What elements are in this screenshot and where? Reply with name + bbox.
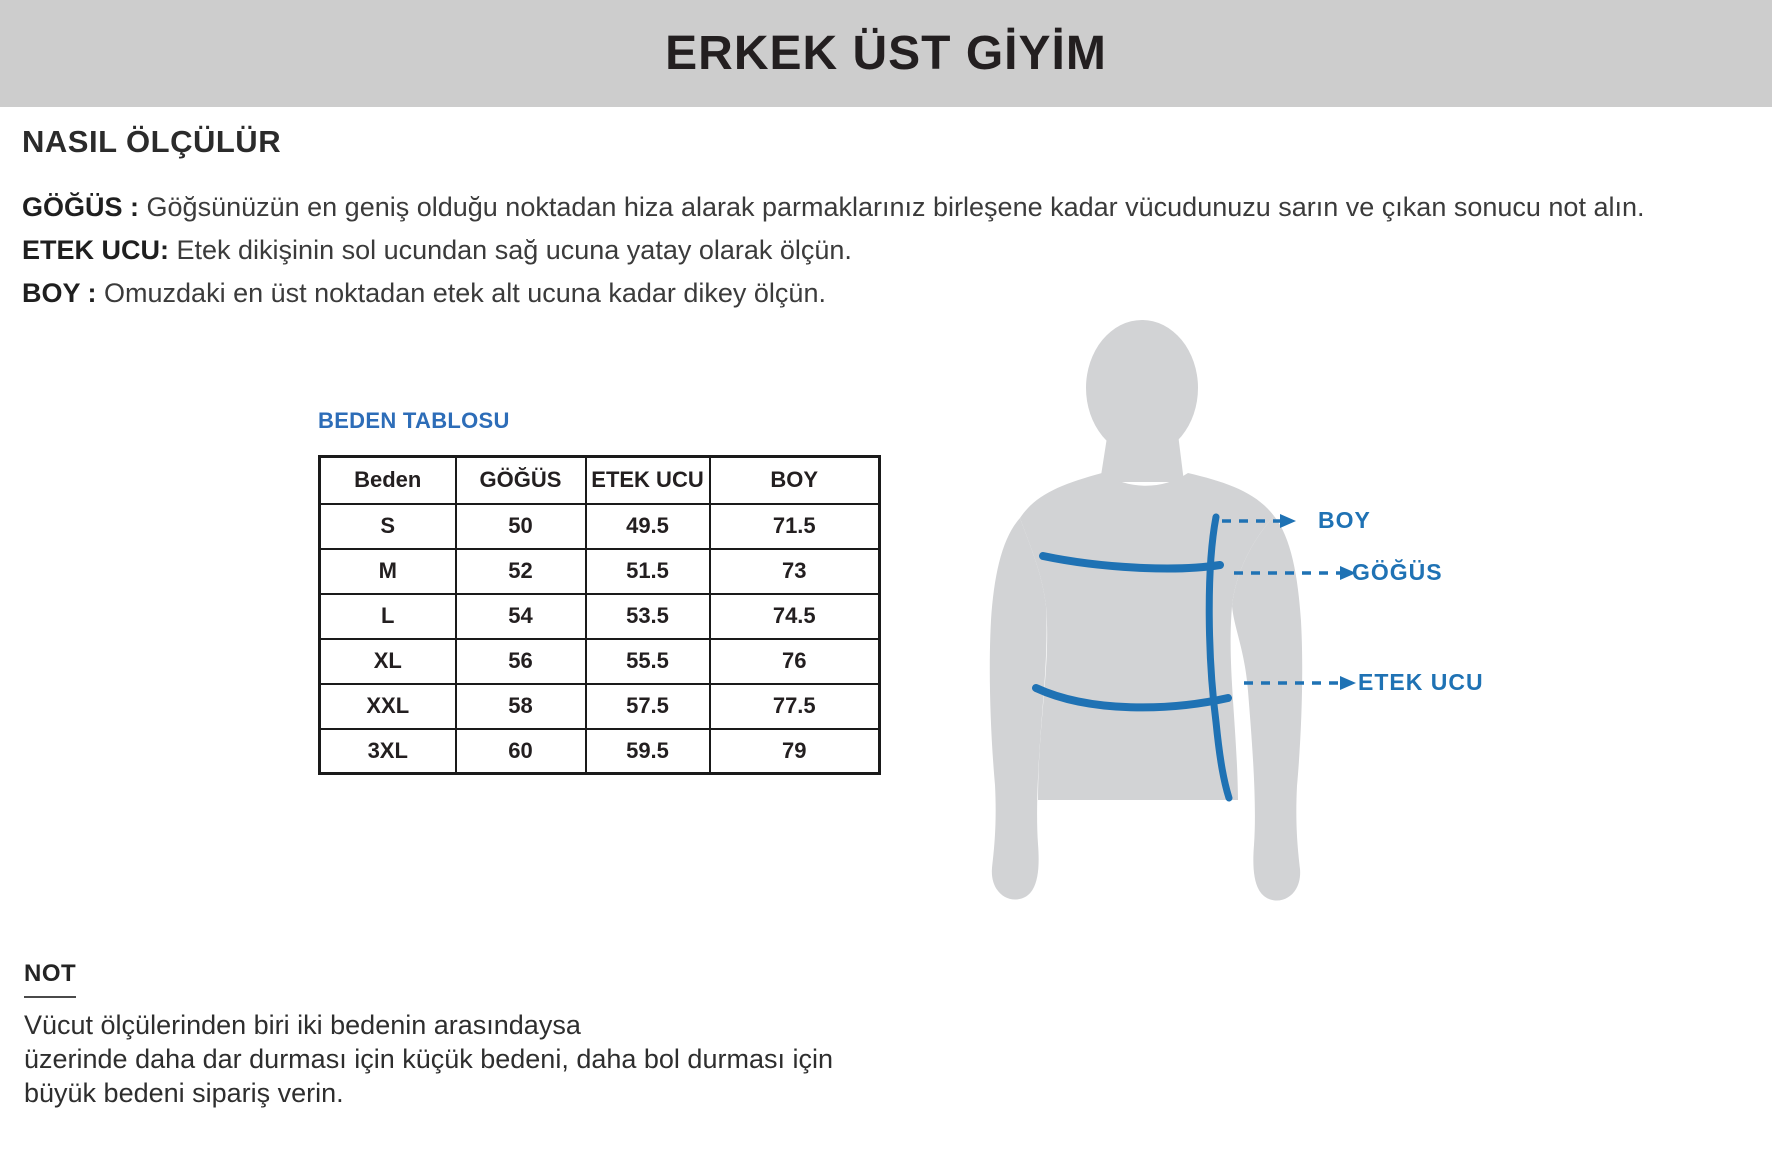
cell-boy: 74.5 bbox=[710, 594, 880, 639]
instruction-line-etek-ucu bbox=[22, 229, 1762, 272]
column-header-gogus: GÖĞÜS bbox=[456, 457, 586, 504]
note-line: üzerinde daha dar durması için küçük bedeni, daha bol durması için bbox=[24, 1044, 833, 1074]
cell-size: XXL bbox=[320, 684, 456, 729]
cell-boy: 76 bbox=[710, 639, 880, 684]
cell-boy: 73 bbox=[710, 549, 880, 594]
size-table-label: BEDEN TABLOSU bbox=[318, 408, 510, 433]
instruction-text: Göğsünüzün en geniş olduğu noktadan hiza alarak parmaklarınız birleşene kadar vücudunuzu sarın ve çıkan sonucu not alın. bbox=[146, 192, 1645, 222]
cell-boy: 77.5 bbox=[710, 684, 880, 729]
cell-gogus: 54 bbox=[456, 594, 586, 639]
note-text bbox=[24, 1008, 1024, 1110]
cell-size: L bbox=[320, 594, 456, 639]
table-row bbox=[320, 504, 880, 549]
instruction-label: GÖĞÜS : bbox=[22, 192, 140, 222]
cell-boy: 79 bbox=[710, 729, 880, 774]
cell-gogus: 52 bbox=[456, 549, 586, 594]
cell-etek-ucu: 57.5 bbox=[586, 684, 710, 729]
table-row bbox=[320, 594, 880, 639]
page-title: ERKEK ÜST GİYİM bbox=[665, 27, 1107, 80]
table-row bbox=[320, 549, 880, 594]
note-line: Vücut ölçülerinden biri iki bedenin arasındaysa bbox=[24, 1010, 581, 1040]
table-row bbox=[320, 639, 880, 684]
etek-ucu-arrowhead bbox=[1340, 676, 1356, 690]
header-bar bbox=[0, 0, 1772, 107]
column-header-boy: BOY bbox=[710, 457, 880, 504]
note-heading: NOT bbox=[24, 960, 76, 998]
diagram-label-etek-ucu: ETEK UCU bbox=[1358, 669, 1484, 695]
cell-size: S bbox=[320, 504, 456, 549]
cell-gogus: 58 bbox=[456, 684, 586, 729]
how-to-heading: NASIL ÖLÇÜLÜR bbox=[22, 124, 282, 159]
size-table bbox=[318, 455, 881, 775]
instruction-label: ETEK UCU: bbox=[22, 235, 169, 265]
cell-etek-ucu: 49.5 bbox=[586, 504, 710, 549]
column-header-beden: Beden bbox=[320, 457, 456, 504]
cell-size: 3XL bbox=[320, 729, 456, 774]
diagram-label-boy: BOY bbox=[1318, 507, 1371, 533]
cell-etek-ucu: 53.5 bbox=[586, 594, 710, 639]
cell-boy: 71.5 bbox=[710, 504, 880, 549]
cell-gogus: 60 bbox=[456, 729, 586, 774]
cell-gogus: 50 bbox=[456, 504, 586, 549]
cell-etek-ucu: 59.5 bbox=[586, 729, 710, 774]
table-row bbox=[320, 729, 880, 774]
cell-size: M bbox=[320, 549, 456, 594]
instruction-label: BOY : bbox=[22, 278, 97, 308]
column-header-etek-ucu: ETEK UCU bbox=[586, 457, 710, 504]
instruction-text: Etek dikişinin sol ucundan sağ ucuna yatay olarak ölçün. bbox=[176, 235, 852, 265]
table-row bbox=[320, 684, 880, 729]
measurement-diagram bbox=[950, 270, 1510, 915]
cell-size: XL bbox=[320, 639, 456, 684]
note-line: büyük bedeni sipariş verin. bbox=[24, 1078, 344, 1108]
cell-etek-ucu: 51.5 bbox=[586, 549, 710, 594]
cell-etek-ucu: 55.5 bbox=[586, 639, 710, 684]
body-silhouette-illustration bbox=[950, 270, 1510, 915]
diagram-label-gogus: GÖĞÜS bbox=[1352, 559, 1443, 585]
boy-arrowhead bbox=[1280, 514, 1296, 528]
instruction-text: Omuzdaki en üst noktadan etek alt ucuna kadar dikey ölçün. bbox=[104, 278, 826, 308]
cell-gogus: 56 bbox=[456, 639, 586, 684]
instruction-line-gogus bbox=[22, 186, 1762, 229]
table-header-row bbox=[320, 457, 880, 504]
